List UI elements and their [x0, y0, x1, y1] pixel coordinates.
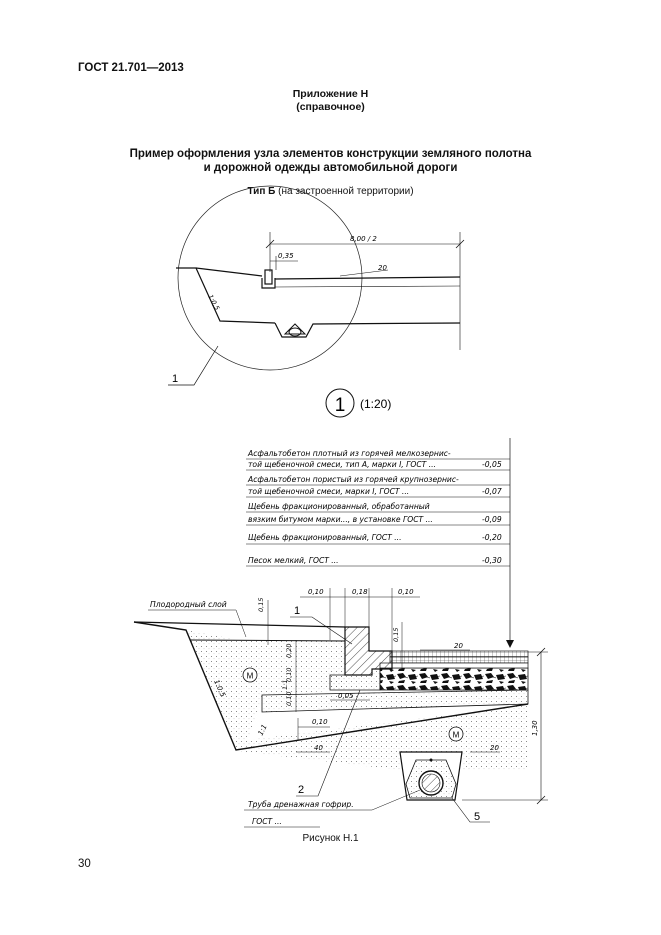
type-label-bold: Тип Б — [247, 186, 276, 197]
layer-4-line1: Щебень фракционированный, ГОСТ ... — [248, 533, 402, 542]
soil-marker-right-text: М — [452, 730, 460, 740]
sand-layer — [262, 690, 528, 712]
slope-40: 40 — [314, 744, 323, 752]
drain-axis-mark — [430, 759, 433, 762]
node-scale: (1:20) — [360, 397, 392, 411]
dim-015: 0,15 — [257, 597, 265, 612]
slope-20-bottom: 20 — [490, 744, 499, 752]
curb-stone — [345, 627, 392, 675]
asphalt-dense — [390, 651, 528, 657]
drain-trench — [285, 324, 305, 334]
figure-caption: Рисунок Н.1 — [302, 833, 359, 844]
node-number: 1 — [334, 395, 346, 416]
rubble-layer — [380, 668, 528, 690]
pipe-gost: ГОСТ ... — [252, 817, 282, 826]
pipe-label: Труба дренажная гофрир. — [248, 800, 354, 809]
pavement-layer — [275, 286, 460, 287]
slope-20-label: 20 — [378, 264, 387, 272]
document-code: ГОСТ 21.701—2013 — [78, 62, 184, 74]
layer-4-depth: -0,20 — [482, 533, 502, 542]
dim-010-vert-a: 0,10 — [285, 667, 293, 682]
layer-2-depth: -0,07 — [482, 487, 502, 496]
overview-drawing — [168, 186, 464, 385]
layer-1-depth: -0,05 — [482, 460, 502, 469]
drain-pipe-wall — [422, 774, 440, 792]
slope-side: 1:0,5 — [212, 678, 227, 699]
curb-top — [262, 278, 275, 288]
dim-015-right: 0,15 — [392, 627, 400, 642]
layer-2-line2: той щебеночной смеси, марки I, ГОСТ ... — [248, 487, 410, 496]
callout-1-leader — [290, 617, 352, 644]
type-label-rest: (на застроенной территории) — [275, 186, 414, 197]
layer-5-line1: Песок мелкий, ГОСТ ... — [248, 556, 339, 565]
layers-legend — [246, 438, 514, 648]
slope-11-small: 1:1 — [281, 679, 289, 690]
detail-drawing — [134, 588, 548, 827]
legend-arrow — [506, 640, 514, 648]
slope-side-label: 1:0,5 — [206, 293, 222, 312]
dim-width-label: 8,00 / 2 — [350, 235, 377, 243]
topsoil-label: Плодородный слой — [150, 600, 227, 609]
page-number: 30 — [78, 858, 91, 870]
callout-5: 5 — [474, 811, 481, 823]
callout-2: 2 — [298, 784, 305, 796]
dim-005: 0,05 — [338, 692, 354, 700]
pavement-surface — [275, 277, 460, 279]
callout-5-leader — [452, 798, 490, 822]
layer-1-line1: Асфальтобетон плотный из горячей мелкозернис- — [248, 449, 451, 458]
appendix-subtitle: (справочное) — [296, 101, 365, 113]
figure-title-line2: и дорожной одежды автомобильной дороги — [203, 162, 458, 174]
dim-018: 0,18 — [352, 588, 368, 596]
asphalt-porous — [390, 657, 528, 663]
layer-5-depth: -0,30 — [482, 556, 502, 565]
dim-010-bottom: 0,10 — [312, 718, 328, 726]
dim-offset-label: 0,35 — [278, 252, 294, 260]
layer-3-depth: -0,09 — [482, 515, 502, 524]
dim-010-left: 0,10 — [308, 588, 324, 596]
curb-stone — [265, 270, 272, 284]
soil-marker-left-text: М — [246, 671, 254, 681]
layer-3-line1: Щебень фракционированный, обработанный — [248, 502, 430, 511]
slope-20-top: 20 — [454, 642, 463, 650]
layer-2-line1: Асфальтобетон пористый из горячей крупнозернис- — [248, 475, 459, 484]
appendix-title: Приложение Н — [292, 88, 369, 100]
drain-pipe — [289, 328, 301, 336]
topsoil-edge — [196, 268, 262, 276]
dim-020: 0,20 — [285, 643, 293, 658]
layer-1-line2: той щебеночной смеси, тип А, марки I, ГОСТ ... — [248, 460, 436, 469]
dim-010-right: 0,10 — [398, 588, 414, 596]
dim-010-vert-b: 0,10 — [285, 691, 293, 706]
callout-number: 1 — [172, 373, 179, 385]
figure-title-line1: Пример оформления узла элементов конструкции земляного полотна — [129, 148, 532, 160]
subgrade-bottom — [275, 323, 460, 337]
soil-bottom-fill — [245, 705, 528, 770]
callout-1: 1 — [294, 605, 301, 617]
topsoil-leader — [236, 610, 246, 637]
dim-130: 1,30 — [531, 720, 539, 736]
layer-3-line2: вязким битумом марки..., в установке ГОСТ ... — [248, 515, 433, 524]
slope-11: 1:1 — [256, 723, 269, 737]
